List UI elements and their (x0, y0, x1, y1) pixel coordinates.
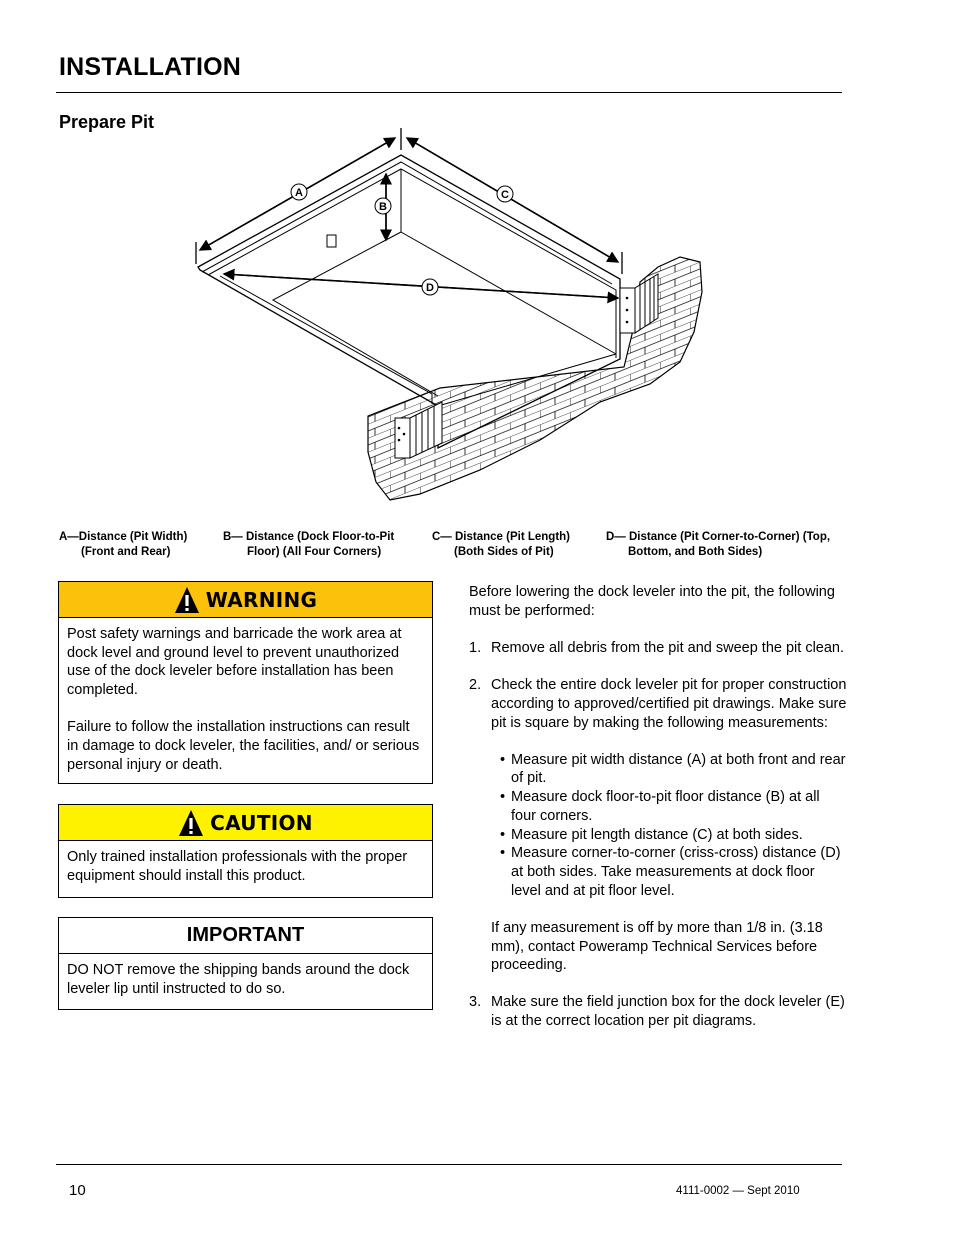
svg-text:D: D (426, 282, 434, 294)
warning-header (59, 582, 432, 618)
legend-d: D— Distance (Pit Corner-to-Corner) (Top, Bottom, and Both Sides) (606, 531, 831, 558)
bullet-1: • Measure pit width distance (A) at both front and rear of pit. (500, 751, 846, 787)
warning-box (58, 581, 433, 784)
callout-c (497, 186, 513, 202)
warning-body (59, 618, 432, 774)
important-body (59, 954, 432, 998)
bullet-3: • Measure pit length distance (C) at both sides. (500, 826, 803, 843)
pit-diagram (180, 122, 720, 522)
caution-header (59, 805, 432, 841)
section-title: INSTALLATION (59, 53, 242, 81)
step-3: 3. Make sure the field junction box for the dock leveler (E) is at the correct location per pit diagrams. (469, 994, 845, 1030)
svg-text:B: B (379, 201, 387, 213)
instructions (469, 583, 847, 1031)
important-text: DO NOT remove the shipping bands around the dock leveler lip until instructed to do so. (67, 962, 410, 997)
caution-triangle-icon (178, 809, 204, 837)
caution-box (58, 804, 433, 898)
legend-c: C— Distance (Pit Length) (Both Sides of Pit) (432, 531, 571, 558)
legend-b: B— Distance (Dock Floor-to-Pit Floor) (All Four Corners) (223, 531, 395, 558)
important-header (59, 918, 432, 954)
footer-rule (56, 1164, 842, 1165)
caution-text: Only trained installation professionals with the proper equipment should install this product. (67, 849, 408, 884)
warning-triangle-icon (174, 586, 200, 614)
callout-a (291, 184, 307, 200)
important-box (58, 917, 433, 1010)
caution-body (59, 841, 432, 885)
callout-b (375, 198, 391, 214)
step-2: 2. Check the entire dock leveler pit for proper construction according to approved/certified pit drawings. Make sure pit is square by making the following measurements: (469, 677, 847, 731)
header-rule (56, 92, 842, 93)
page-number: 10 (69, 1182, 86, 1199)
subsection-title: Prepare Pit (59, 112, 155, 132)
svg-text:A: A (295, 187, 303, 199)
measurement-note: If any measurement is off by more than 1/8 in. (3.18 mm), contact Poweramp Technical Services before proceeding. (491, 919, 823, 974)
callout-d (422, 279, 438, 295)
warning-text-2: Failure to follow the installation instructions can result in damage to dock leveler, the facilities, and/ or serious personal injury or death. (67, 719, 420, 773)
warning-text-1: Post safety warnings and barricade the work area at dock level and ground level to prevent unauthorized use of the dock leveler before installation has been completed. (67, 626, 402, 699)
caution-sign: CAUTION (178, 809, 313, 837)
svg-text:C: C (501, 189, 509, 201)
bullet-2: • Measure dock floor-to-pit floor distance (B) at all four corners. (500, 789, 820, 824)
legend-a: A—Distance (Pit Width) (Front and Rear) (59, 531, 188, 558)
step-1: 1. Remove all debris from the pit and sweep the pit clean. (469, 639, 845, 656)
instructions-intro: Before lowering the dock leveler into the pit, the following must be performed: (469, 584, 835, 619)
bullet-4: • Measure corner-to-corner (criss-cross) distance (D) at both sides. Take measurements at dock floor level and at pit floor level. (500, 845, 841, 899)
document-code: 4111-0002 — Sept 2010 (676, 1185, 800, 1197)
important-label: IMPORTANT (186, 924, 305, 946)
warning-sign: WARNING (174, 586, 317, 614)
